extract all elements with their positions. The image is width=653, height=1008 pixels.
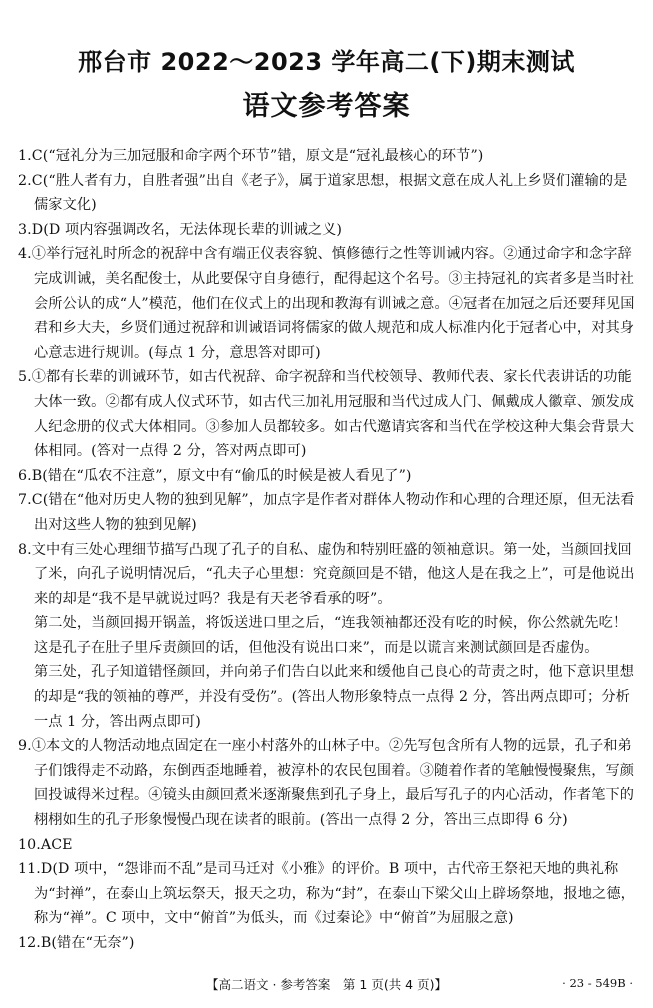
- answer-text: ①举行冠礼时所念的祝辞中含有端正仪表容貌、慎修德行之性等训诫内容。②通过命字和念字辞完成训诫，美名配俊士，从此要保守自身德行，配得起这个名号。③主持冠礼的宾者多是当时社会所公认的成“人”模范，他们在仪式上的出现和教海有训诫之意。④冠者在加冠之后还要拜见国君和乡大夫，乡贤们通过祝辞和训诫语词将儒家的做人规范和成人标准内化于冠者心中，对其身心意志进行规训。(每点 1 分，意思答对即可): [31, 246, 635, 361]
- answer-number: 8.: [18, 541, 32, 558]
- answer-number: 3.: [18, 221, 32, 238]
- answer-number: 4.: [18, 246, 32, 263]
- answer-item: [18, 218, 640, 243]
- answer-text: ①本文的人物活动地点固定在一座小村落外的山林子中。②先写包含所有人物的远景，孔子和弟子们饿得走不动路，东倒西歪地睡着，被淳朴的农民包围着。③随着作者的笔触慢慢聚焦，写颜回投诚得米过程。④镜头由颜回煮米逐渐聚焦到孔子身上，最后写孔子的内心活动，作者笔下的栩栩如生的孔子形象慢慢凸现在读者的眼前。(答出一点得 2 分，答出三点即得 6 分): [31, 738, 635, 829]
- answer-text: C(“胜人者有力，自胜者强”出自《老子》，属于道家思想，根据文意在成人礼上乡贤们灌输的是儒家文化): [31, 172, 628, 214]
- answer-text: B(错在“无奈”): [40, 935, 135, 951]
- answer-text: ACE: [40, 836, 73, 853]
- answer-item: [18, 538, 640, 612]
- answer-list: [18, 144, 640, 956]
- answer-continuation: 第二处，当颜回揭开锅盖，将饭送进口里之后，“连我领袖都还没有吃的时候，你公然就先吃！这是孔子在肚子里斥责颜回的话，但他没有说出口来”，而是以谎言来测试颜回是否虚伪。: [34, 615, 628, 656]
- page-footer: [0, 975, 653, 995]
- answer-text: C(“冠礼分为三加冠服和命字两个环节”错，原文是“冠礼最核心的环节”): [31, 148, 484, 164]
- answer-text: B(错在“瓜农不注意”，原文中有“偷瓜的时候是被人看见了”): [31, 467, 412, 484]
- answer-number: 1.: [18, 148, 32, 164]
- answer-number: 11.: [18, 861, 41, 878]
- footer-page-info: 【高二语文 · 参考答案 第 1 页(共 4 页)】: [206, 977, 447, 992]
- answer-item: [18, 857, 640, 931]
- answer-text: D(D 项内容强调改名，无法体现长辈的训诫之义): [31, 221, 343, 238]
- answer-continuation: 第三处，孔子知道错怪颜回，并向弟子们告白以此来和缓他自己良心的苛责之时，他下意识里想的却是“我的领袖的尊严，并没有受伤”。(答出人物形象特点一点得 2 分，答出两点即可；分析一点 1 分，答出两点即可): [34, 664, 635, 730]
- footer-exam-code: · 23 - 549B ·: [562, 976, 633, 990]
- answer-item: [18, 169, 640, 218]
- answer-number: 2.: [18, 172, 32, 189]
- answer-number: 5.: [18, 369, 32, 386]
- answer-item: [18, 144, 640, 169]
- answer-item: [18, 734, 640, 832]
- answer-text: 文中有三处心理细节描写凸现了孔子的自私、虚伪和特别旺盛的领袖意识。第一处，当颜回找回了米，向孔子说明情况后，“孔夫子心里想：究竟颜回是不错，他这人是在我之上”，可是他说出来的却是“我不是早就说过吗？我是有天老爷看承的呀”。: [31, 541, 635, 607]
- answer-item: [18, 931, 640, 956]
- answer-item: [18, 242, 640, 365]
- answer-number: 7.: [18, 492, 32, 509]
- answer-text: ①都有长辈的训诫环节，如古代祝辞、命字祝辞和当代校领导、教师代表、家长代表讲话的功能大体一致。②都有成人仪式环节，如古代三加礼用冠服和当代过成人门、佩戴成人徽章、颁发成人纪念册的仪式大体相同。③参加人员都较多。如古代邀请宾客和当代在学校这种大集会背景大体相同。(答对一点得 2 分，答对两点即可): [31, 369, 635, 460]
- answer-number: 10.: [18, 836, 41, 853]
- answer-item: [18, 833, 640, 858]
- answer-text: C(错在“他对历史人物的独到见解”，加点字是作者对群体人物动作和心理的合理还原，但无法看出对这些人物的独到见解): [31, 492, 635, 533]
- answer-number: 9.: [18, 738, 32, 755]
- answer-item: [18, 488, 640, 537]
- answer-number: 12.: [18, 935, 41, 951]
- answer-text: D(D 项中，“怨诽而不乱”是司马迁对《小雅》的评价。B 项中，古代帝王祭祀天地的典礼称为“封禅”，在泰山上筑坛祭天，报天之功，称为“封”，在泰山下梁父山上辟场祭地，报地之德，称为“禅”。C 项中，文中“俯首”为低头，而《过秦论》中“俯首”为屈服之意): [34, 861, 635, 927]
- answer-number: 6.: [18, 467, 32, 484]
- answer-key-subtitle: 语文参考答案: [242, 91, 411, 122]
- answer-item: [18, 365, 640, 463]
- answer-item: [18, 464, 640, 489]
- exam-title: 邢台市 2022～2023 学年高二(下)期末测试: [78, 48, 575, 76]
